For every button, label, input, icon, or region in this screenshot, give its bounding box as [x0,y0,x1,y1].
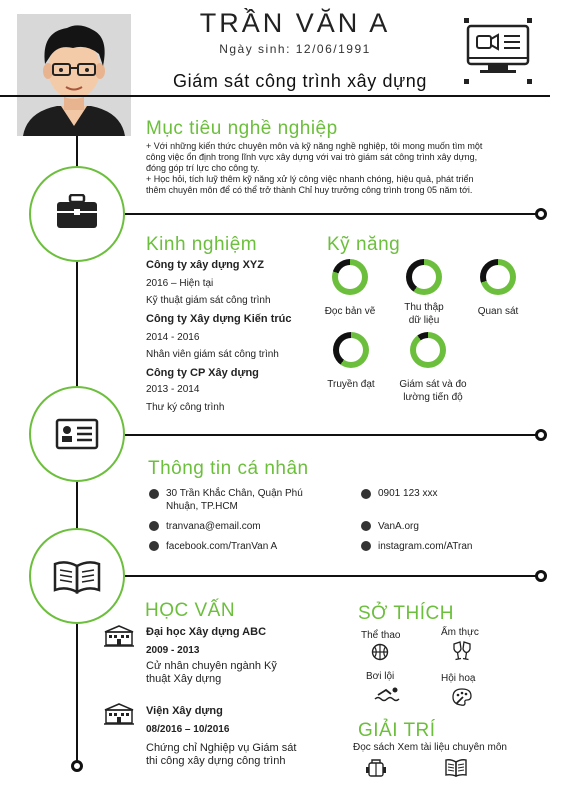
header-divider [0,95,550,97]
address [166,487,346,513]
email-address[interactable]: tranvana@email.com [166,521,261,532]
certificate-line: thi công xây dựng công trình [146,755,286,767]
objective-line: công việc ổn định trong lĩnh vực xây dựng với vai trò giám sát công trình xây dựng, [146,152,478,162]
address-line: Nhuận, TP.HCM [166,501,238,512]
instagram-url[interactable]: instagram.com/ATran [378,541,473,552]
email-icon [149,521,159,531]
wine-glasses-icon [451,640,473,662]
job-period: 2014 - 2016 [146,332,200,343]
objective-title: Mục tiêu nghề nghiệp [146,118,338,139]
school-building-icon [103,703,135,725]
objective-line: + Với những kiến thức chuyên môn và kỹ năng nghề nghiệp, tôi mong muốn tìm một [146,141,483,151]
contact-divider [125,575,537,577]
entertainment-text: Đọc sách Xem tài liệu chuyên môn [353,742,507,753]
objective-line: thêm chuyên môn để có thể trở thành Chỉ huy trưởng công trình trong 05 năm tới. [146,185,473,195]
date-of-birth: Ngày sinh: 12/06/1991 [219,42,371,56]
skill-donut [333,332,369,368]
website-url[interactable]: VanA.org [378,521,419,532]
book-icon [52,560,102,594]
objective-divider-end [535,208,547,220]
skill-donut [406,259,442,295]
objective-line: + Học hỏi, tích luỹ thêm kỹ năng xử lý công việc nhanh chóng, hiệu quả, phát triển [146,174,474,184]
objective-divider [125,213,537,215]
objective-line: đóng góp trí lực cho công ty. [146,163,260,173]
full-name: TRẦN VĂN A [199,8,391,38]
company-name: Công ty Xây dựng Kiến trúc [146,313,292,325]
job-position: Giám sát công trình xây dựng [173,71,427,91]
company-name: Công ty CP Xây dựng [146,367,259,379]
skill-label [383,378,483,404]
swimmer-icon [374,685,402,703]
skill-donut [332,259,368,295]
avatar [17,14,131,136]
hobbies-title: SỞ THÍCH [358,603,454,624]
skills-title: Kỹ năng [327,234,401,255]
open-book-icon [444,758,468,778]
facebook-url[interactable]: facebook.com/TranVan A [166,541,278,552]
degree-line: Cử nhân chuyên ngành Kỹ [146,660,277,672]
study-period: 2009 - 2013 [146,645,200,656]
basketball-icon [371,643,389,661]
phone-icon [361,489,371,499]
timeline-end-dot [71,760,83,772]
skill-label: Truyền đạt [327,379,375,390]
study-period: 08/2016 – 10/2016 [146,724,230,735]
degree-line: thuật Xây dựng [146,673,222,685]
paint-palette-icon [451,687,473,707]
skill-donut [410,332,446,368]
school-name: Viện Xây dựng [146,705,223,717]
job-role: Thư ký công trình [146,402,225,413]
id-card-icon [55,418,99,450]
school-name: Đại học Xây dựng ABC [146,626,267,638]
skill-label-line: Giám sát và đo [399,379,467,390]
skill-label-line: dữ liệu [408,315,440,326]
degree-text [146,660,336,686]
objective-text [146,141,546,196]
school-building-icon [103,625,135,647]
entertainment-title: GIẢI TRÍ [358,720,436,741]
certificate-line: Chứng chỉ Nghiệp vụ Giám sát [146,742,297,754]
location-icon [149,489,159,499]
certificate-text [146,742,346,768]
briefcase-icon [55,194,99,230]
video-monitor-icon [462,16,534,86]
experience-divider-end [535,429,547,441]
company-name: Công ty xây dựng XYZ [146,259,264,271]
hobby-label: Hội hoạ [441,673,476,684]
experience-divider [125,434,537,436]
address-line: 30 Trần Khắc Chân, Quận Phú [166,488,303,499]
skill-label [384,301,464,327]
hobby-label: Thể thao [361,630,401,641]
hobby-label: Bơi lội [366,671,395,682]
experience-title: Kinh nghiệm [146,234,258,255]
job-role: Kỹ thuật giám sát công trình [146,295,271,306]
job-period: 2013 - 2014 [146,384,200,395]
phone-number: 0901 123 xxx [378,488,438,499]
hobby-label: Ẩm thực [441,627,479,638]
skill-label-line: lường tiến độ [403,392,463,403]
job-role: Nhân viên giám sát công trình [146,349,279,360]
website-icon [361,521,371,531]
skill-label: Quan sát [477,306,519,317]
reading-book-icon [365,758,387,778]
job-period: 2016 – Hiện tại [146,278,214,289]
skill-label-line: Thu thập [404,302,444,313]
contact-divider-end [535,570,547,582]
contact-title: Thông tin cá nhân [148,458,309,479]
instagram-icon [361,541,371,551]
skill-donut [480,259,516,295]
facebook-icon [149,541,159,551]
education-title: HỌC VẤN [145,600,236,621]
skill-label: Đọc bản vẽ [324,306,376,317]
